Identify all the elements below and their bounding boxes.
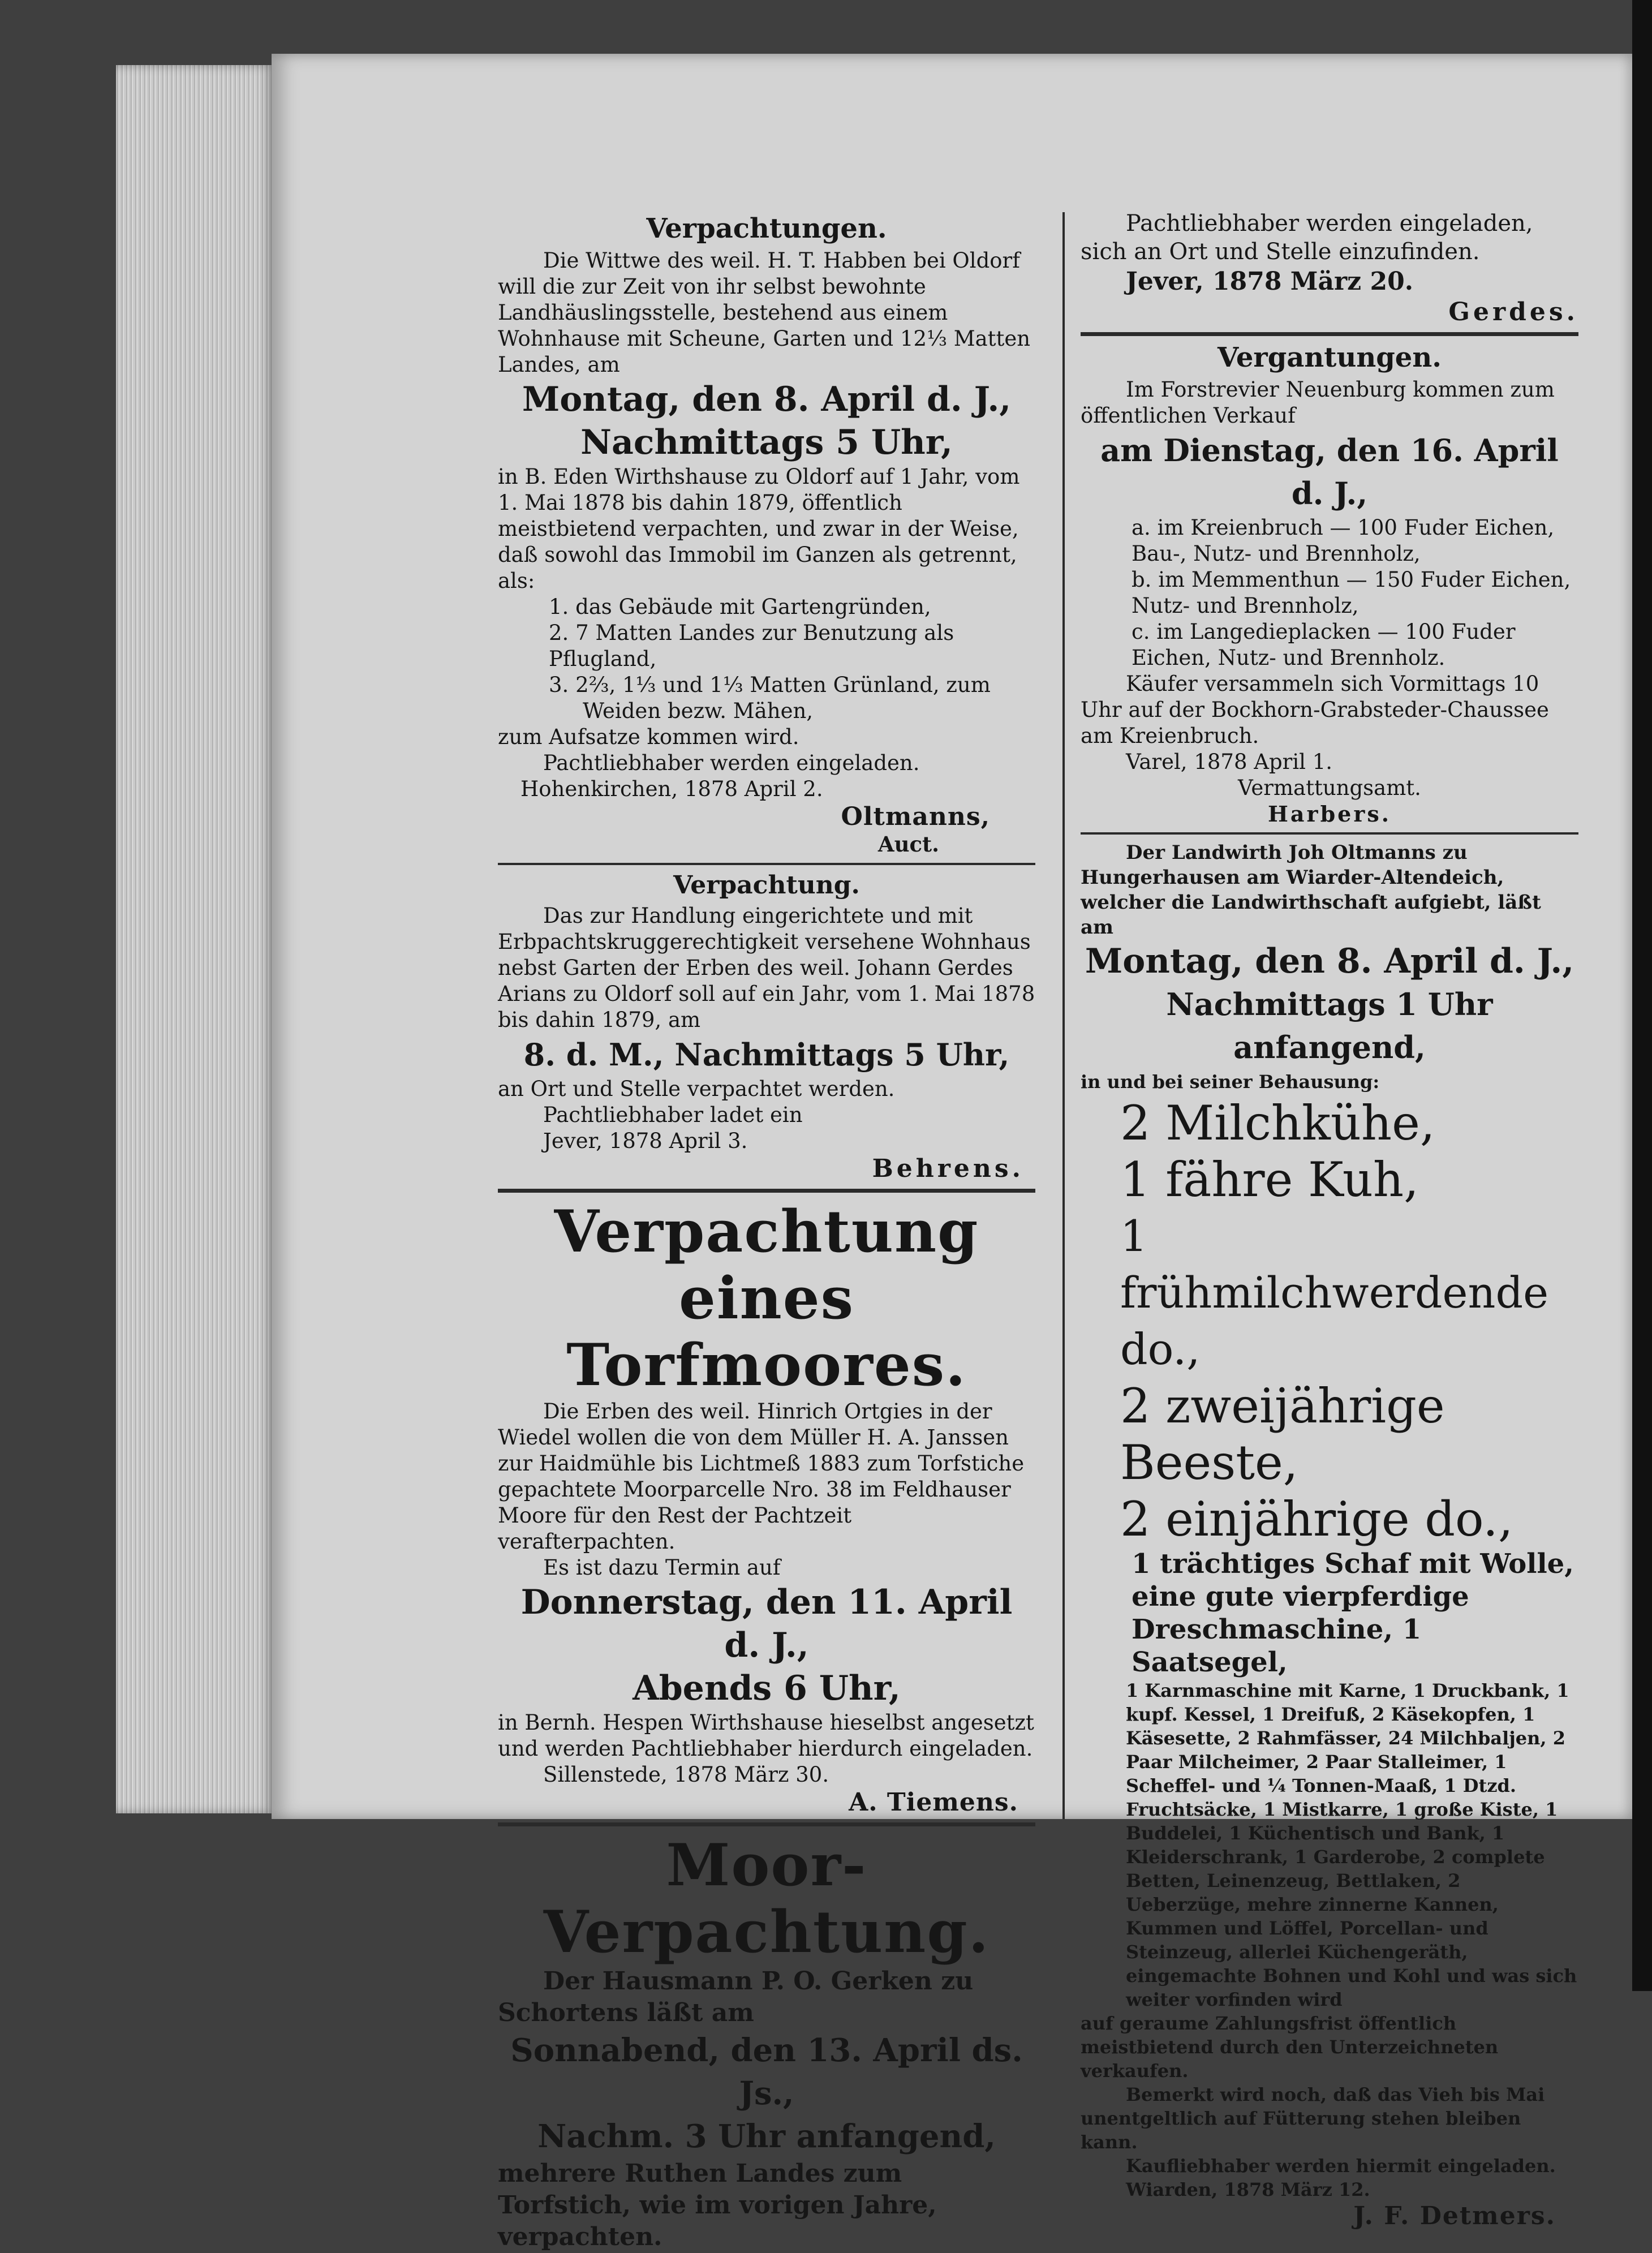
ad-torfmoor (498, 1198, 1035, 1817)
ad-place-date: Wiarden, 1878 März 12. (1126, 2179, 1370, 2200)
ad-verpachtungen (498, 213, 1035, 857)
ad-title: Moor-Verpachtung. (543, 1831, 990, 1966)
separator-rule (1081, 332, 1578, 336)
ad-signature: J. F. Detmers. (1353, 2202, 1556, 2230)
ad-place-date: Varel, 1878 April 1. (1126, 750, 1333, 774)
livestock-item: 1 frühmilchwerdende do., (1120, 1211, 1549, 1374)
ad-place-date: Hohenkirchen, 1878 April 2. (520, 777, 823, 801)
ad-signature: A. Tiemens. (849, 1788, 1018, 1817)
ad-date: Montag, den 8. April d. J., (1085, 941, 1574, 981)
ad-signature: Behrens. (872, 1154, 1024, 1183)
ad-signature-title: Auct. (877, 832, 939, 857)
ad-signature: Oltmanns, (841, 802, 990, 831)
ad-place-date: Sillenstede, 1878 März 30. (543, 1762, 829, 1787)
ad-date: Sonnabend, den 13. April ds. Js., (510, 2032, 1023, 2112)
ad-intro: Die Wittwe des weil. H. T. Habben bei Oldorf will die zur Zeit von ihr selbst bewohnte Landhäuslingsstelle, bestehend aus einem Wohnhause mit Scheune, Garten und 12⅓ Matten Landes, am (498, 248, 1031, 377)
ad-gerdes (1081, 209, 1578, 326)
book-page-edges (116, 65, 274, 1813)
ad-signature: Harbers. (1268, 801, 1391, 827)
ad-heading: Vergantungen. (1218, 342, 1442, 373)
column-divider (1062, 212, 1065, 1819)
ad-time: Nachmittags 5 Uhr, (580, 423, 953, 462)
ad-place-date: Jever, 1878 März 20. (1126, 267, 1414, 296)
ad-invite: Pachtliebhaber werden eingeladen. (543, 751, 920, 775)
ad-office: Vermattungsamt. (1238, 776, 1421, 800)
ad-date: Montag, den 8. April d. J., (522, 380, 1012, 419)
ad-intro: Im Forstrevier Neuenburg kommen zum öffentlichen Verkauf (1081, 377, 1555, 428)
ad-invite: Pachtliebhaber ladet ein (543, 1103, 803, 1127)
ad-intro: Der Landwirth Joh Oltmanns zu Hungerhausen am Wiarder-Altendeich, welcher die Landwirthschaft aufgiebt, läßt am (1081, 841, 1541, 939)
ad-heading: Verpachtung. (673, 871, 860, 900)
ad-vergantungen (1081, 342, 1578, 827)
ad-moor-verpachtung (498, 1832, 1035, 2253)
scan-border (1632, 0, 1652, 1991)
ad-time: Nachmittags 1 Uhr anfangend, (1166, 986, 1493, 1065)
separator-rule (498, 1822, 1035, 1826)
ad-note: Bemerkt wird noch, daß das Vieh bis Mai unentgeltlich auf Fütterung stehen bleiben kann. (1081, 2084, 1545, 2153)
ad-place-date: Jever, 1878 April 3. (543, 1129, 748, 1153)
ad-item: c. im Langedieplacken — 100 Fuder Eichen, Nutz- und Brennholz. (1132, 620, 1516, 670)
ad-item: 3. 2⅔, 1⅓ und 1⅓ Matten Grünland, zum (549, 673, 991, 697)
separator-rule (498, 863, 1035, 865)
ad-body: Der Hausmann P. O. Gerken zu Schortens läßt am (498, 1967, 974, 2027)
ad-terms: auf geraume Zahlungsfrist öffentlich meistbietend durch den Unterzeichneten verkaufen. (1081, 2013, 1499, 2082)
ad-termin: Es ist dazu Termin auf (543, 1555, 781, 1580)
ad-after: zum Aufsatze kommen wird. (498, 725, 799, 749)
ad-body: Die Erben des weil. Hinrich Ortgies in der Wiedel wollen die von dem Müller H. A. Janssen zur Haidmühle bis Lichtmeß 1883 zum Torfstiche gepachtete Moorparcelle Nro. 38 im Feldhauser Moore für den Rest der Pachtzeit verafterpachten. (498, 1399, 1025, 1554)
ad-date: am Dienstag, den 16. April d. J., (1100, 432, 1559, 511)
ad-title: Torfmoores. (566, 1331, 967, 1399)
ad-title: Verpachtung eines (554, 1198, 979, 1332)
ad-item: 2. 7 Matten Landes zur Benutzung als Pflugland, (549, 621, 954, 671)
ad-date: Donnerstag, den 11. April d. J., (520, 1583, 1013, 1665)
separator-rule (498, 1189, 1035, 1193)
ad-time: Nachm. 3 Uhr anfangend, (537, 2118, 996, 2155)
ad-invite: Kaufliebhaber werden hiermit eingeladen. (1126, 2155, 1556, 2177)
ad-item: Weiden bezw. Mähen, (583, 699, 814, 723)
ad-time: Abends 6 Uhr, (633, 1669, 901, 1708)
ad-item: a. im Kreienbruch — 100 Fuder Eichen, Bau-, Nutz- und Brennholz, (1132, 515, 1555, 566)
ad-signature: Gerdes. (1448, 298, 1578, 326)
livestock-item: 2 zweijährige Beeste, (1120, 1378, 1445, 1490)
ad-location: in und bei seiner Behausung: (1081, 1071, 1380, 1093)
ad-heading: Verpachtungen. (646, 213, 887, 244)
ad-body: Das zur Handlung eingerichtete und mit Erbpachtskruggerechtigkeit versehene Wohnhaus nebst Garten der Erben des weil. Johann Gerdes Arians zu Oldorf soll auf ein Jahr, vom 1. Mai 1878 bis dahin 1879, am (498, 904, 1035, 1032)
ad-body: Pachtliebhaber werden eingeladen, sich an Ort und Stelle einzufinden. (1081, 210, 1533, 265)
ad-verpachtung (498, 871, 1035, 1183)
newspaper-page (272, 54, 1632, 2251)
ad-after: in Bernh. Hespen Wirthshause hieselbst angesetzt und werden Pachtliebhaber hierdurch eingeladen. (498, 1710, 1034, 1761)
livestock-item: 2 einjährige do., (1120, 1491, 1513, 1547)
separator-rule (1081, 832, 1578, 835)
ad-meet: Käufer versammeln sich Vormittags 10 Uhr auf der Bockhorn-Grabsteder-Chaussee am Kreienbruch. (1081, 672, 1549, 748)
ad-item: 1. das Gebäude mit Gartengründen, (549, 595, 931, 619)
ad-body: in B. Eden Wirthshause zu Oldorf auf 1 Jahr, vom 1. Mai 1878 bis dahin 1879, öffentlich meistbietend verpachten, und zwar in der Weise, daß sowohl das Immobil im Ganzen als getrennt, als: (498, 465, 1020, 593)
ad-after: an Ort und Stelle verpachtet werden. (498, 1077, 895, 1101)
ad-item: b. im Memmenthun — 150 Fuder Eichen, Nutz- und Brennholz, (1132, 567, 1571, 618)
equipment-items: 1 trächtiges Schaf mit Wolle, eine gute vierpferdige Dreschmaschine, 1 Saatsegel, (1132, 1548, 1574, 1678)
ad-date: 8. d. M., Nachmittags 5 Uhr, (523, 1037, 1010, 1073)
ad-oltmanns (1081, 840, 1578, 2230)
livestock-item: 2 Milchkühe, (1120, 1095, 1435, 1151)
household-items: 1 Karnmaschine mit Karne, 1 Druckbank, 1 kupf. Kessel, 1 Dreifuß, 2 Käsekopfen, 1 Käsesette, 2 Rahmfässer, 24 Milchbaljen, 2 Paar Milcheimer, 2 Paar Stalleimer, 1 Scheffel- und ¼ Tonnen-Maaß, 1 Dtzd. Fruchtsäcke, 1 Mistkarre, 1 große Kiste, 1 Buddelei, 1 Küchentisch und Bank, 1 Kleiderschrank, 1 Garderobe, 2 complete Betten, Leinenzeug, Bettlaken, 2 Ueberzüge, mehre zinnerne Kannen, Kummen und Löffel, Porcellan- und Steinzeug, allerlei Küchengeräth, eingemachte Bohnen und Kohl und was sich weiter vorfinden wird (1126, 1680, 1577, 2010)
ad-after: mehrere Ruthen Landes zum Torfstich, wie im vorigen Jahre, verpachten. (498, 2159, 937, 2251)
livestock-item: 1 fähre Kuh, (1120, 1152, 1419, 1207)
right-column (1081, 209, 1578, 2230)
left-column (498, 209, 1035, 2253)
